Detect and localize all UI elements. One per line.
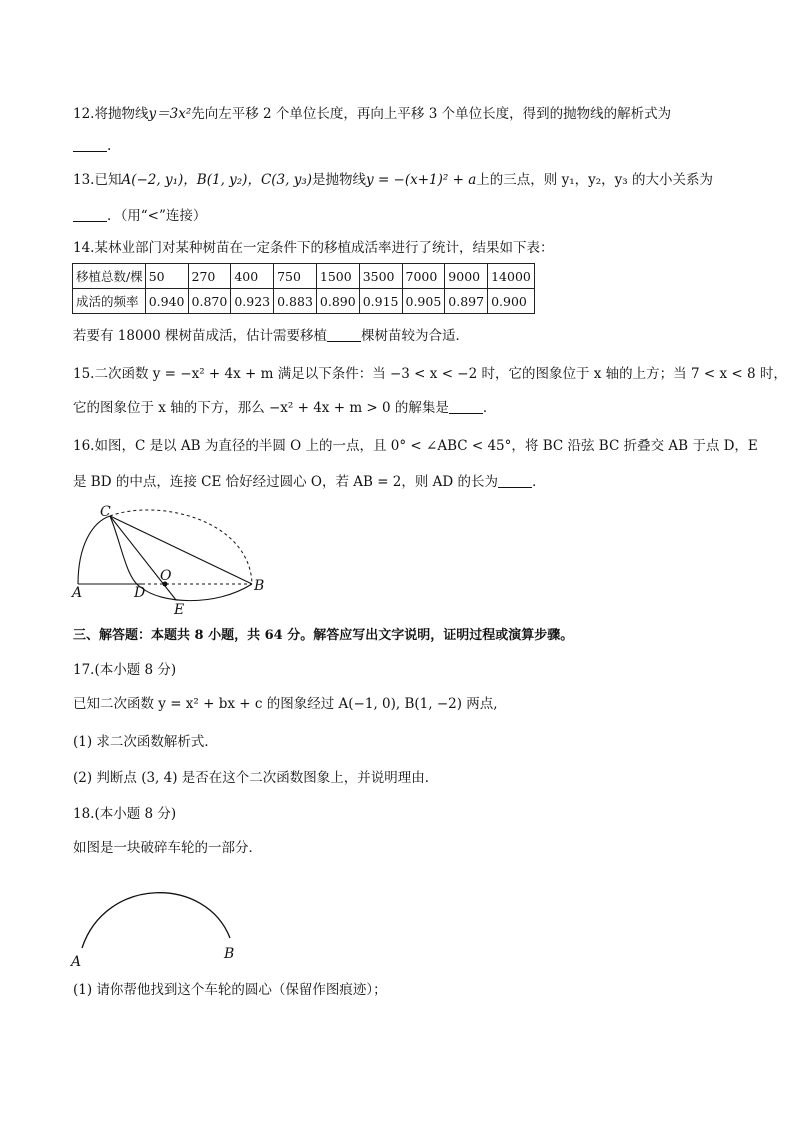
q13-middle: 是抛物线 bbox=[312, 172, 367, 188]
label-a: A bbox=[71, 954, 82, 970]
q16-line1: 16.如图，C 是以 AB 为直径的半圆 O 上的一点，且 0° < ∠ABC < 45°，将 BC 沿弦 BC 折叠交 AB 于点 D，E bbox=[73, 438, 758, 454]
table-cell: 0.883 bbox=[274, 289, 317, 314]
q18-part1: (1) 请你帮他找到这个车轮的圆心（保留作图痕迹）； bbox=[73, 982, 387, 998]
table-cell: 14000 bbox=[488, 264, 535, 289]
folded-arc bbox=[110, 516, 252, 601]
table-cell: 50 bbox=[145, 264, 188, 289]
label-b: B bbox=[224, 946, 235, 962]
label-a: A bbox=[72, 585, 83, 601]
q17-part2: (2) 判断点 (3, 4) 是否在这个二次函数图象上，并说明理由． bbox=[73, 770, 439, 786]
q16-line2a: 是 BD 的中点，连接 CE 恰好经过圆心 O，若 AB = 2，则 AD 的长为 bbox=[73, 474, 499, 490]
table-cell: 0.890 bbox=[316, 289, 359, 314]
table-cell: 1500 bbox=[316, 264, 359, 289]
q13-suffix: 上的三点，则 y₁，y₂，y₃ 的大小关系为 bbox=[476, 172, 713, 188]
q15-line2 bbox=[73, 398, 496, 418]
q13-prefix: 13.已知 bbox=[73, 172, 122, 188]
q13-answer-blank[interactable] bbox=[73, 207, 107, 222]
q13-line2 bbox=[73, 206, 206, 226]
table-cell: 0.900 bbox=[488, 289, 535, 314]
table-cell: 0.915 bbox=[359, 289, 402, 314]
q17-head: 17.(本小题 8 分) bbox=[73, 662, 177, 678]
q17-stem: 已知二次函数 y = x² + bx + c 的图象经过 A(−1, 0), B(1, −2) 两点, bbox=[73, 696, 498, 712]
q14-question bbox=[73, 326, 469, 346]
section-3-title: 三、解答题：本题共 8 小题，共 64 分。解答应写出文字说明，证明过程或演算步骤。 bbox=[73, 628, 574, 643]
label-o: O bbox=[160, 568, 172, 584]
q18-head: 18.(本小题 8 分) bbox=[73, 806, 177, 822]
q16-line2b: ． bbox=[532, 474, 546, 490]
q12-answer-blank[interactable] bbox=[73, 137, 107, 152]
table-cell: 0.905 bbox=[402, 289, 445, 314]
q15-line2b: ． bbox=[482, 400, 497, 416]
survival-rate-table bbox=[72, 263, 535, 314]
q13-expression: y = −(x+1)² + a bbox=[366, 172, 477, 188]
dashed-semicircle-arc bbox=[110, 510, 252, 584]
table-cell: 0.923 bbox=[231, 289, 274, 314]
q17-part1: (1) 求二次函数解析式． bbox=[73, 734, 218, 750]
q16-line2 bbox=[73, 472, 546, 492]
table-cell: 270 bbox=[188, 264, 231, 289]
q12-prefix: 12.将抛物线 bbox=[73, 106, 149, 122]
table-row bbox=[73, 264, 535, 289]
q12-tail: . bbox=[107, 138, 112, 154]
q12-expression: y＝3x² bbox=[148, 106, 192, 122]
label-b: B bbox=[254, 578, 265, 594]
q15-line2a: 它的图象位于 x 轴的下方，那么 −x² + 4x + m > 0 的解集是 bbox=[73, 400, 449, 416]
q13-line1 bbox=[73, 170, 713, 190]
q12-line2 bbox=[73, 136, 111, 156]
q16-geometry-figure bbox=[64, 500, 274, 618]
table-cell: 0.897 bbox=[445, 289, 488, 314]
label-e: E bbox=[174, 602, 185, 618]
q16-answer-blank[interactable] bbox=[498, 473, 532, 488]
label-d: D bbox=[134, 585, 146, 601]
q12-line1 bbox=[73, 104, 671, 124]
table-cell: 0.870 bbox=[188, 289, 231, 314]
table-header-cell: 成活的频率 bbox=[73, 289, 146, 314]
q13-points: A(−2, y₁)，B(1, y₂)，C(3, y₃) bbox=[121, 172, 313, 188]
table-cell: 9000 bbox=[445, 264, 488, 289]
q12-suffix: 先向左平移 2 个单位长度，再向上平移 3 个单位长度，得到的抛物线的解析式为 bbox=[191, 106, 672, 122]
table-header-cell: 移植总数/棵 bbox=[73, 264, 146, 289]
q18-wheel-arc-figure bbox=[66, 884, 246, 970]
table-cell: 0.940 bbox=[145, 289, 188, 314]
table-cell: 3500 bbox=[359, 264, 402, 289]
table-cell: 750 bbox=[274, 264, 317, 289]
q14-intro: 14.某林业部门对某种树苗在一定条件下的移植成活率进行了统计，结果如下表： bbox=[73, 240, 554, 256]
q18-stem: 如图是一块破碎车轮的一部分． bbox=[73, 840, 262, 856]
label-c: C bbox=[100, 504, 111, 520]
q14-question-b: 棵树苗较为合适． bbox=[361, 328, 470, 344]
q14-question-a: 若要有 18000 棵树苗成活，估计需要移植 bbox=[73, 328, 328, 344]
chord-bc bbox=[110, 516, 252, 584]
table-cell: 400 bbox=[231, 264, 274, 289]
q13-tail: ．（用“<”连接） bbox=[107, 208, 207, 224]
q15-line1: 15.二次函数 y = −x² + 4x + m 满足以下条件：当 −3 < x < −2 时，它的图象位于 x 轴的上方；当 7 < x < 8 时， bbox=[73, 366, 787, 382]
broken-wheel-arc bbox=[82, 893, 230, 948]
table-cell: 7000 bbox=[402, 264, 445, 289]
table-row bbox=[73, 289, 535, 314]
q15-answer-blank[interactable] bbox=[449, 399, 483, 414]
q14-answer-blank[interactable] bbox=[327, 327, 361, 342]
semicircle-arc bbox=[78, 516, 110, 584]
